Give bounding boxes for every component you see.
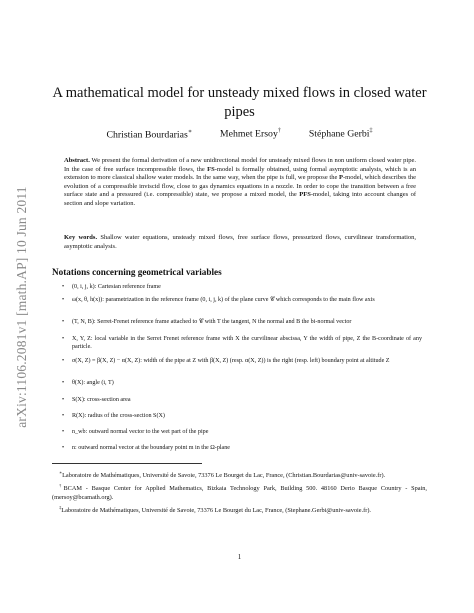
arxiv-stamp-text: arXiv:1106.2081v1 [math.AP] 10 Jun 2011 [14, 185, 30, 428]
footnote: ‡Laboratoire de Mathématiques, Université de Savoie, 73376 Le Bourget du Lac, France, (Stephane.Gerbi@univ-savoie.fr). [59, 505, 372, 515]
list-item: • (T, N, B): Serret-Frenet reference frame attached to 𝒞 with T the tangent, N the normal and B the bi-normal vector [62, 319, 352, 325]
list-item: • n: outward normal vector at the boundary point m in the Ω-plane [62, 445, 231, 451]
list-item: • ω(x, θ, h(x)): parametrization in the reference frame (0, i, j, k) of the plane curve 𝒞 which corresponds to the main flow axis [62, 297, 375, 303]
list-item: • X, Y, Z: local variable in the Serret Frenet reference frame with X the curvilinear abscissa, Y the width of pipe, Z the B-coordinate of any particle. [62, 336, 422, 351]
footnote: ∗Laboratoire de Mathématiques, Université de Savoie, 73376 Le Bourget du Lac, France, (Christian.Bourdarias@univ-savoie.fr). [59, 470, 386, 480]
author: Mehmet Ersoy† [219, 128, 281, 140]
list-item: • (0, i, j, k): Cartesian reference frame [62, 284, 161, 290]
author: Christian Bourdarias∗ [106, 129, 192, 141]
keywords-label: Key words. [64, 234, 98, 241]
author: Stéphane Gerbi‡ [308, 128, 373, 140]
footnote: †BCAM - Basque Center for Applied Mathematics, Bizkaia Technology Park, Building 500. 48160 Derio Basque Country - Spain, (mersoy@bcamath.org). [52, 483, 428, 501]
author-list [52, 128, 427, 140]
paper-title: A mathematical model for unsteady mixed flows in closed water pipes [52, 85, 427, 120]
list-item: • θ(X): angle (i, T) [62, 380, 114, 386]
section-title: Notations concerning geometrical variables [52, 267, 222, 277]
footnotes [52, 469, 427, 517]
list-item: • R(X): radius of the cross-section S(X) [62, 413, 165, 419]
footnote-divider [52, 463, 202, 464]
list-item: • σ(X, Z) = β(X, Z) − α(X, Z): width of the pipe at Z with β(X, Z) (resp. α(X, Z)) is the right (resp. left) boundary point at altitude Z [62, 358, 390, 364]
abstract-label: Abstract. [64, 157, 90, 164]
arxiv-stamp [0, 0, 44, 613]
abstract: Abstract. We present the formal derivation of a new unidirectional model for unsteady mixed flows in non uniform closed water pipe. In the case of free surface incompressible flows, the FS-model is formally obtained, using formal asymptotic analysis, which is an extension to more classical shallow water models. In the same way, when the pipe is full, we propose the P-model, which describes the evolution of a compressible inviscid flow, close to gas dynamics equations in a nozzle. In order to cope the transition between a free surface state and a pressured (i.e. compressible) state, we propose a mixed model, the PFS-model, taking into account changes of section and slope variation. [64, 157, 417, 207]
list-item: • n_wb: outward normal vector to the wet part of the pipe [62, 429, 209, 435]
keywords: Key words. Shallow water equations, unsteady mixed flows, free surface flows, pressurized flows, curvilinear transformation, asymptotic analysis. [64, 234, 417, 250]
page-number: 1 [237, 553, 242, 561]
list-item: • S(X): cross-section area [62, 397, 131, 403]
